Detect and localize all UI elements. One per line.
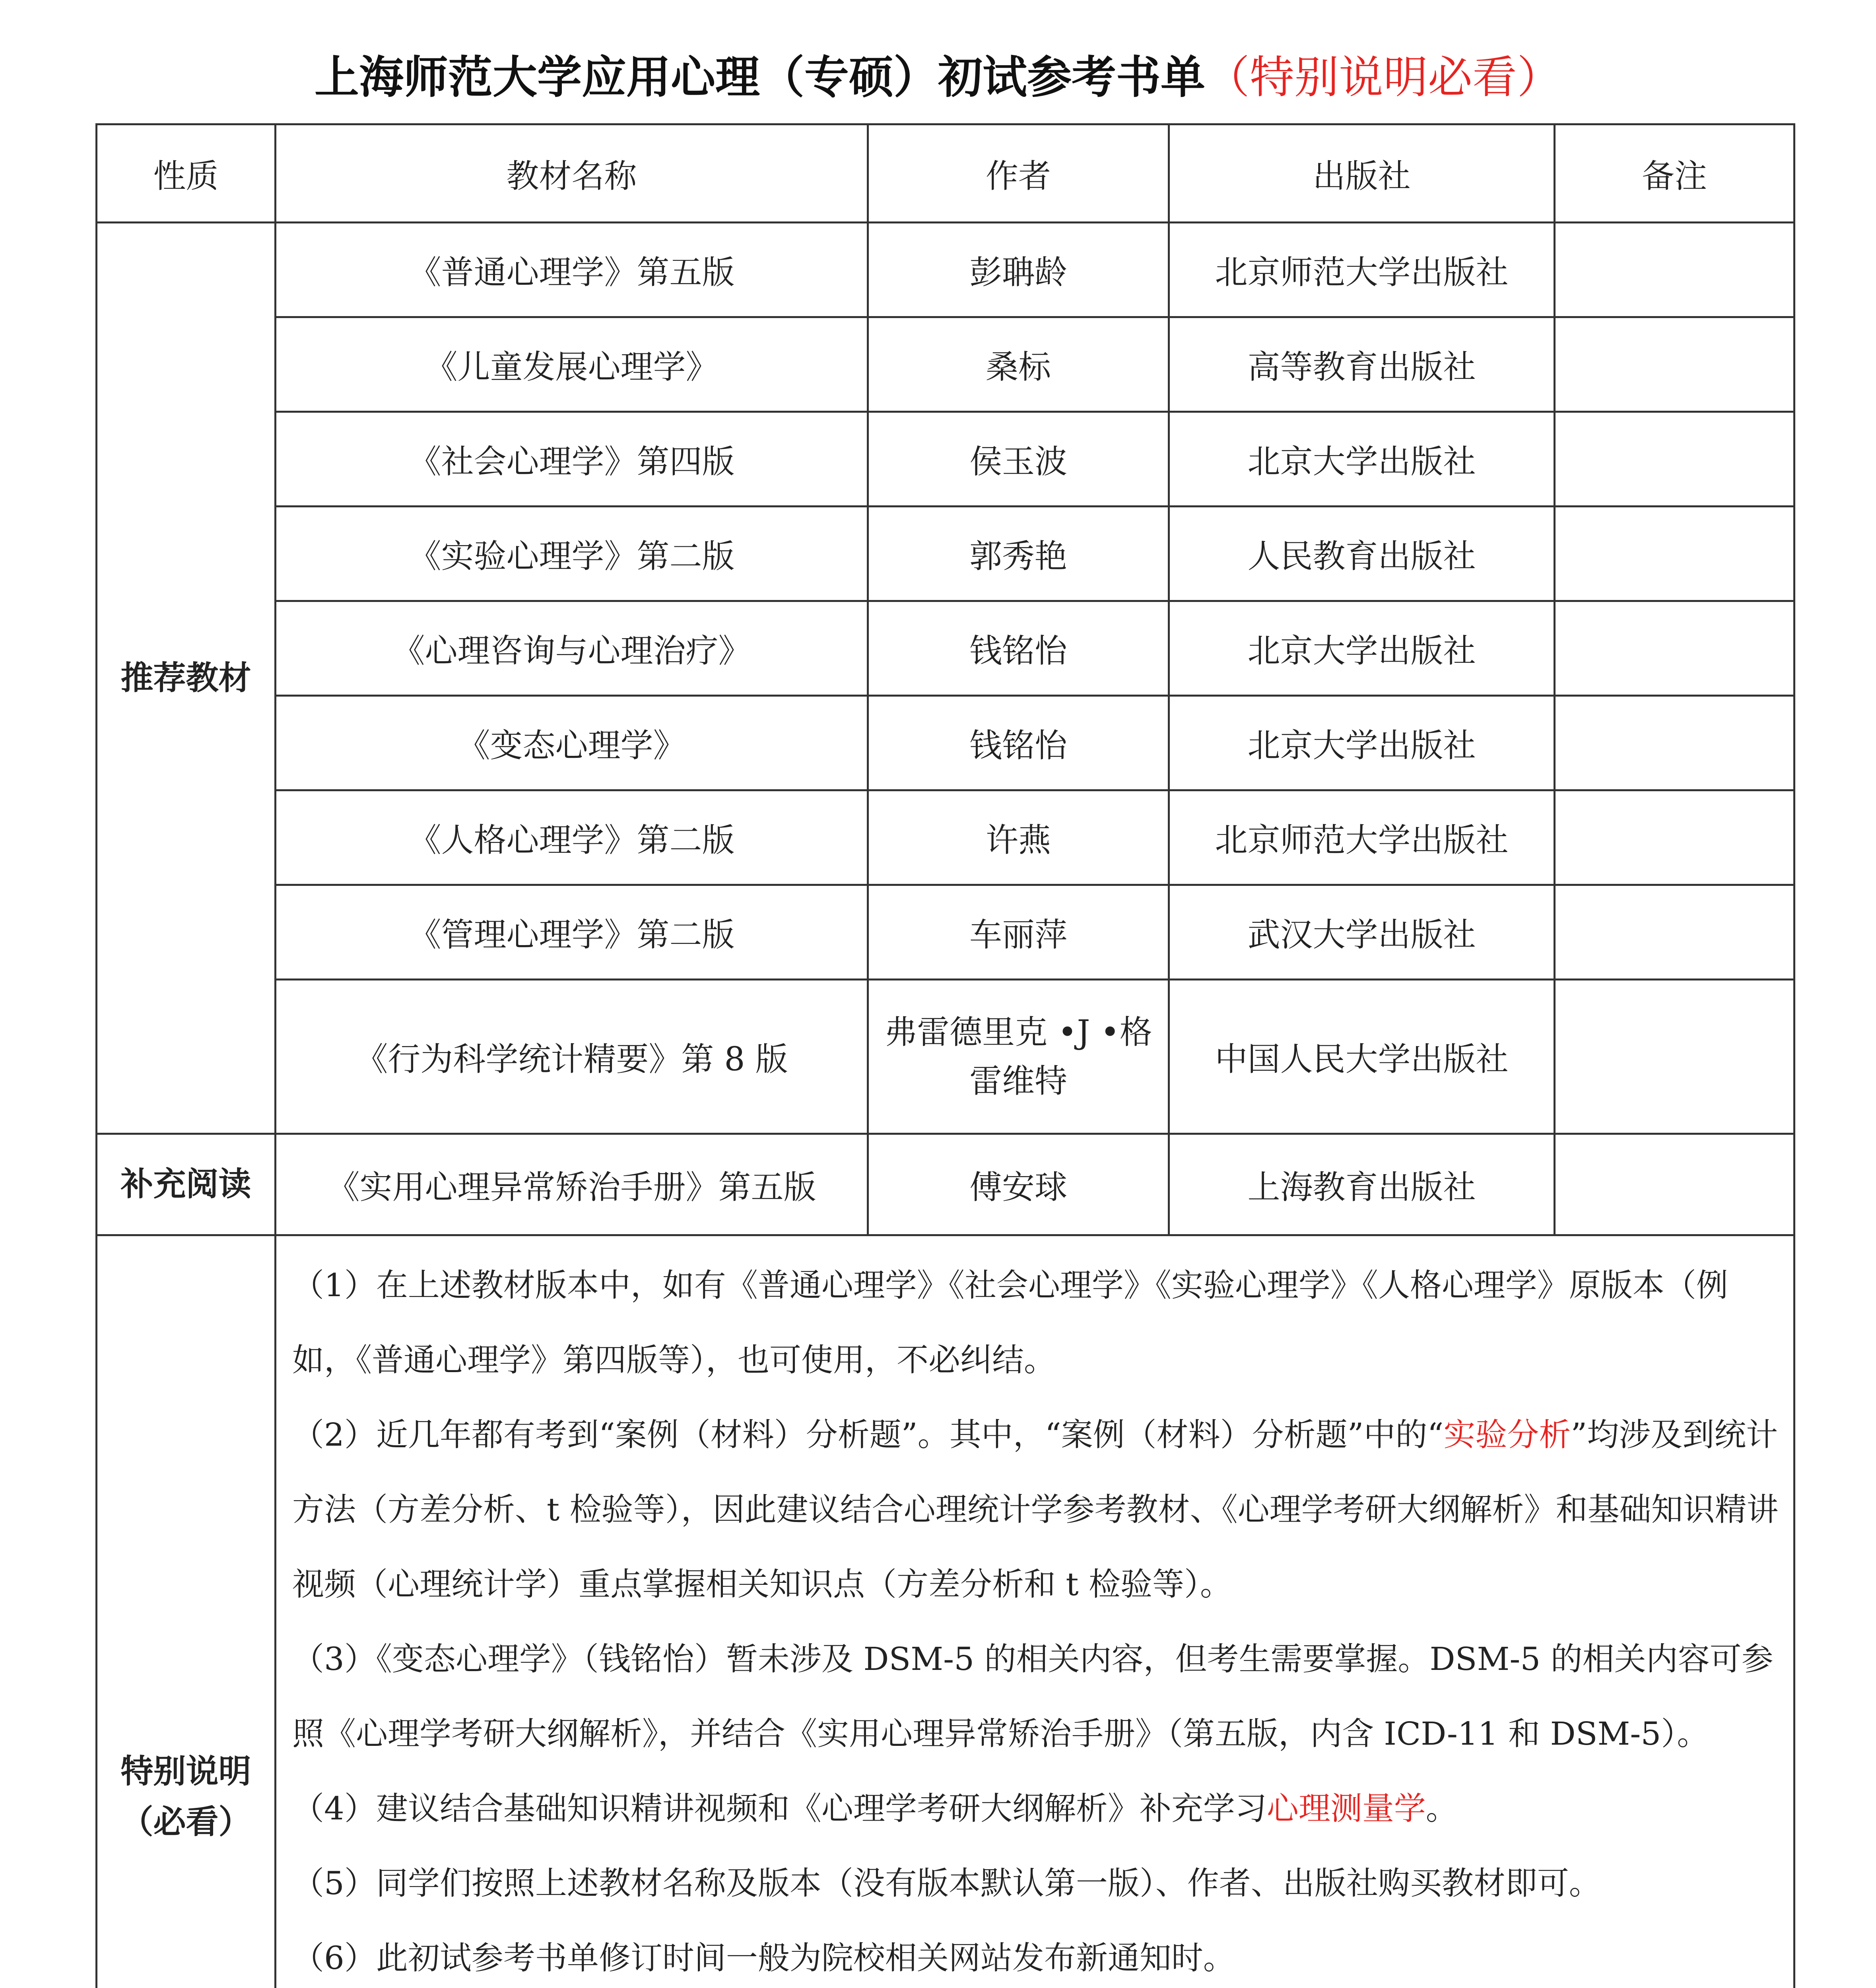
header-remark: 备注 [1555, 124, 1794, 223]
book-author-line2: 雷维特 [969, 1062, 1067, 1100]
table-row [97, 980, 1794, 1134]
book-remark [1555, 790, 1794, 885]
header-publisher: 出版社 [1169, 124, 1555, 223]
book-publisher: 中国人民大学出版社 [1169, 980, 1555, 1134]
table-row [97, 507, 1794, 601]
book-publisher: 北京师范大学出版社 [1169, 223, 1555, 317]
book-remark [1555, 696, 1794, 790]
book-author: 钱铭怡 [868, 601, 1169, 696]
reference-book-table [95, 123, 1795, 1988]
table-row [97, 317, 1794, 412]
book-author [868, 980, 1169, 1134]
category-recommended: 推荐教材 [97, 223, 276, 1134]
category-supplementary: 补充阅读 [97, 1134, 276, 1235]
book-publisher: 高等教育出版社 [1169, 317, 1555, 412]
book-author: 桑标 [868, 317, 1169, 412]
header-book-name: 教材名称 [276, 124, 868, 223]
table-row [97, 696, 1794, 790]
book-remark [1555, 317, 1794, 412]
book-remark [1555, 601, 1794, 696]
book-name: 《实验心理学》第二版 [276, 507, 868, 601]
book-name: 《变态心理学》 [276, 696, 868, 790]
book-remark [1555, 1134, 1794, 1235]
book-publisher: 北京大学出版社 [1169, 412, 1555, 507]
book-name: 《人格心理学》第二版 [276, 790, 868, 885]
book-remark [1555, 412, 1794, 507]
book-name: 《普通心理学》第五版 [276, 223, 868, 317]
note-item: （5）同学们按照上述教材名称及版本（没有版本默认第一版）、作者、出版社购买教材即可。 [292, 1865, 1601, 1902]
note-item: （4）建议结合基础知识精讲视频和《心理学考研大纲解析》补充学习心理测量学。 [292, 1790, 1458, 1827]
book-publisher: 上海教育出版社 [1169, 1134, 1555, 1235]
special-notes [276, 1235, 1794, 1988]
note-item: （6）此初试参考书单修订时间一般为院校相关网站发布新通知时。 [292, 1939, 1235, 1976]
book-publisher: 人民教育出版社 [1169, 507, 1555, 601]
book-remark [1555, 223, 1794, 317]
book-name: 《社会心理学》第四版 [276, 412, 868, 507]
book-name: 《实用心理异常矫治手册》第五版 [276, 1134, 868, 1235]
book-author-line1: 弗雷德里克 •J •格 [884, 1013, 1152, 1051]
book-author: 侯玉波 [868, 412, 1169, 507]
special-notes-row [97, 1235, 1794, 1988]
note-item: （3）《变态心理学》（钱铭怡）暂未涉及 DSM-5 的相关内容，但考生需要掌握。DSM-5 的相关内容可参照《心理学考研大纲解析》，并结合《实用心理异常矫治手册》（第五版，内含 ICD-11 和 DSM-5）。 [292, 1640, 1773, 1752]
book-name: 《心理咨询与心理治疗》 [276, 601, 868, 696]
book-remark [1555, 980, 1794, 1134]
category-special-line1: 特别说明 [120, 1752, 251, 1790]
table-row [97, 1134, 1794, 1235]
table-row [97, 790, 1794, 885]
book-author: 钱铭怡 [868, 696, 1169, 790]
table-header-row [97, 124, 1794, 223]
category-special [97, 1235, 276, 1988]
note-item: （1）在上述教材版本中，如有《普通心理学》《社会心理学》《实验心理学》《人格心理学》原版本（例如，《普通心理学》第四版等），也可使用，不必纠结。 [292, 1267, 1728, 1378]
header-nature: 性质 [97, 124, 276, 223]
book-publisher: 北京师范大学出版社 [1169, 790, 1555, 885]
book-name: 《行为科学统计精要》第 8 版 [276, 980, 868, 1134]
note-item: （2）近几年都有考到“案例（材料）分析题”。其中，“案例（材料）分析题”中的“实验分析”均涉及到统计方法（方差分析、t 检验等），因此建议结合心理统计学参考教材、《心理学考研大纲解析》和基础知识精讲视频（心理统计学）重点掌握相关知识点（方差分析和 t 检验等）。 [292, 1416, 1779, 1603]
table-row [97, 223, 1794, 317]
book-author: 傅安球 [868, 1134, 1169, 1235]
page-title [0, 38, 1876, 117]
book-author: 车丽萍 [868, 885, 1169, 980]
book-publisher: 武汉大学出版社 [1169, 885, 1555, 980]
title-main: 上海师范大学应用心理（专硕）初试参考书单 [315, 52, 1205, 103]
header-author: 作者 [868, 124, 1169, 223]
table-row [97, 885, 1794, 980]
book-name: 《管理心理学》第二版 [276, 885, 868, 980]
book-publisher: 北京大学出版社 [1169, 696, 1555, 790]
book-name: 《儿童发展心理学》 [276, 317, 868, 412]
book-author: 彭聃龄 [868, 223, 1169, 317]
book-remark [1555, 507, 1794, 601]
book-remark [1555, 885, 1794, 980]
table-row [97, 601, 1794, 696]
book-author: 许燕 [868, 790, 1169, 885]
book-author: 郭秀艳 [868, 507, 1169, 601]
highlight-text: 实验分析 [1443, 1416, 1571, 1453]
book-publisher: 北京大学出版社 [1169, 601, 1555, 696]
table-row [97, 412, 1794, 507]
category-special-line2: （必看） [120, 1803, 251, 1841]
title-note: （特别说明必看） [1205, 52, 1561, 103]
highlight-text: 心理测量学 [1266, 1790, 1426, 1827]
